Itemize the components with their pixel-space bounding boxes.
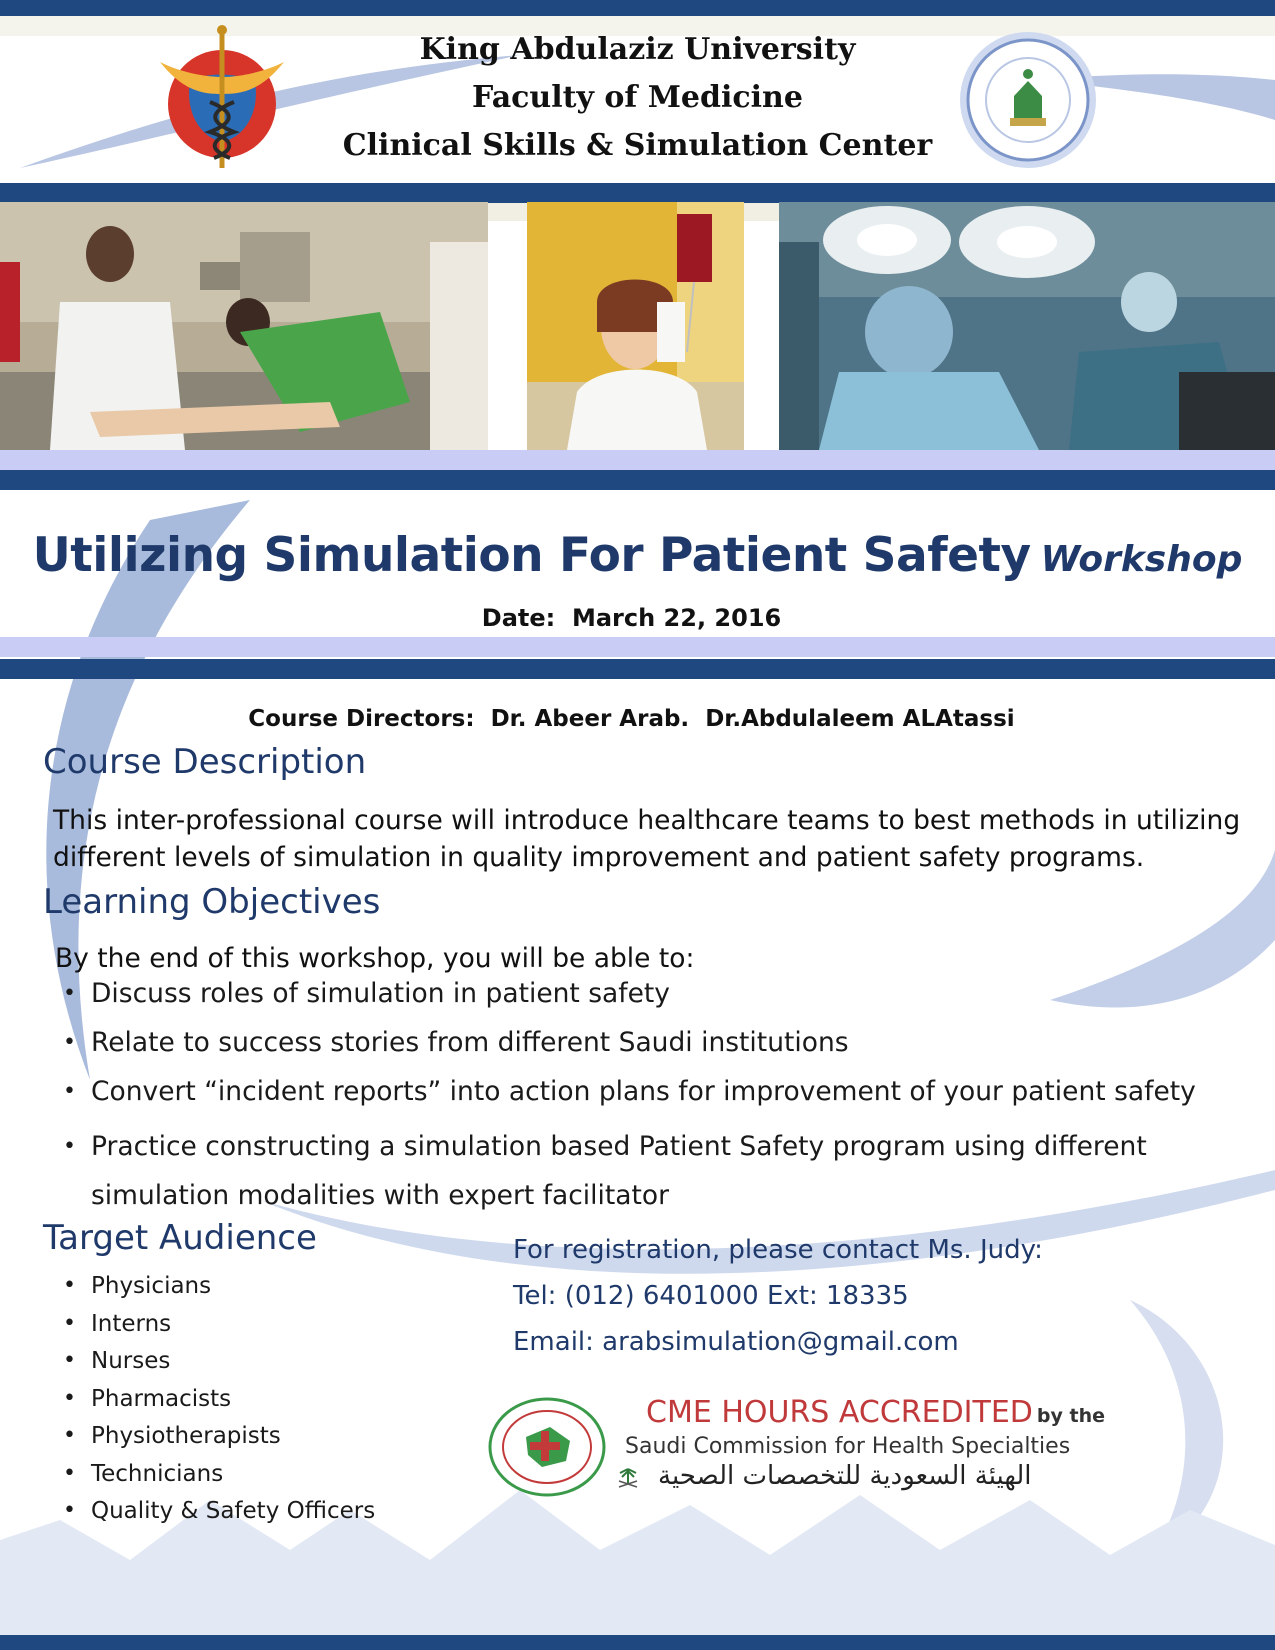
directors-label: Course Directors: (248, 706, 475, 732)
event-title-main: Utilizing Simulation For Patient Safety (32, 528, 1031, 583)
registration-contact (513, 1235, 1043, 1373)
event-date (0, 604, 1263, 632)
saudi-commission-logo (488, 1397, 606, 1497)
top-band (0, 0, 1275, 16)
students-with-manikin-photo (0, 202, 488, 450)
audience-item: • Pharmacists (53, 1383, 473, 1415)
audience-item: • Nurses (53, 1345, 473, 1377)
target-audience-heading: Target Audience (43, 1218, 317, 1258)
photos-bottom-band-dark (0, 470, 1275, 490)
clinical-skills-center-seal (958, 26, 1098, 174)
director-1: Dr. Abeer Arab. (490, 706, 690, 732)
cme-organization-arabic: الهيئة السعودية للتخصصات الصحية (658, 1461, 1032, 1491)
objective-item: • Relate to success stories from different Saudi institutions (53, 1024, 1223, 1061)
director-2: Dr.Abdulaleem ALAtassi (705, 706, 1015, 732)
audience-item: • Physiotherapists (53, 1420, 473, 1452)
date-label: Date: (481, 604, 556, 632)
objectives-intro: By the end of this workshop, you will be able to: (55, 943, 695, 974)
cme-by: by the (1036, 1405, 1106, 1427)
footer-band (0, 1635, 1275, 1650)
audience-item: • Quality & Safety Officers (53, 1495, 473, 1527)
cme-heading: CME HOURS ACCREDITED (646, 1395, 1033, 1430)
learning-objectives-heading: Learning Objectives (43, 882, 381, 922)
audience-list (53, 1270, 473, 1533)
objective-item: • Convert “incident reports” into action plans for improvement of your patient safety (53, 1073, 1223, 1110)
cme-accreditation (488, 1395, 1148, 1495)
objective-item: • Practice constructing a simulation based Patient Safety program using different simulation modalities with expert facilitator (53, 1122, 1223, 1220)
audience-item: • Technicians (53, 1458, 473, 1490)
cme-organization: Saudi Commission for Health Specialties (625, 1434, 1071, 1459)
course-description-heading: Course Description (43, 742, 367, 782)
photos-bottom-band-light (0, 450, 1275, 470)
objectives-list (53, 975, 1223, 1232)
operating-room-team-photo (779, 202, 1275, 450)
email-line: Email: arabsimulation@gmail.com (513, 1327, 959, 1357)
audience-item: • Interns (53, 1308, 473, 1340)
header-bottom-band (0, 183, 1275, 203)
phone-line: Tel: (012) 6401000 Ext: 18335 (513, 1281, 909, 1311)
objective-item: • Discuss roles of simulation in patient safety (53, 975, 1223, 1012)
date-value: March 22, 2016 (571, 604, 782, 632)
course-description-text: This inter-professional course will introduce healthcare teams to best methods in utilizing different levels of simulation in quality improvement and patient safety programs. (53, 805, 1241, 873)
title-bottom-band-light (0, 637, 1275, 657)
center-name: Clinical Skills & Simulation Center (342, 128, 933, 163)
nurse-with-blood-bag-photo (527, 202, 744, 450)
audience-item: • Physicians (53, 1270, 473, 1302)
faculty-name: Faculty of Medicine (472, 80, 803, 115)
university-name: King Abdulaziz University (419, 32, 856, 67)
cme-title (646, 1395, 1105, 1430)
palm-swords-icon (616, 1465, 640, 1491)
event-title (0, 528, 1275, 583)
course-directors (0, 706, 1263, 732)
title-bottom-band-dark (0, 659, 1275, 679)
event-title-suffix: Workshop (1040, 539, 1243, 580)
registration-line: For registration, please contact Ms. Judy: (513, 1235, 1043, 1265)
